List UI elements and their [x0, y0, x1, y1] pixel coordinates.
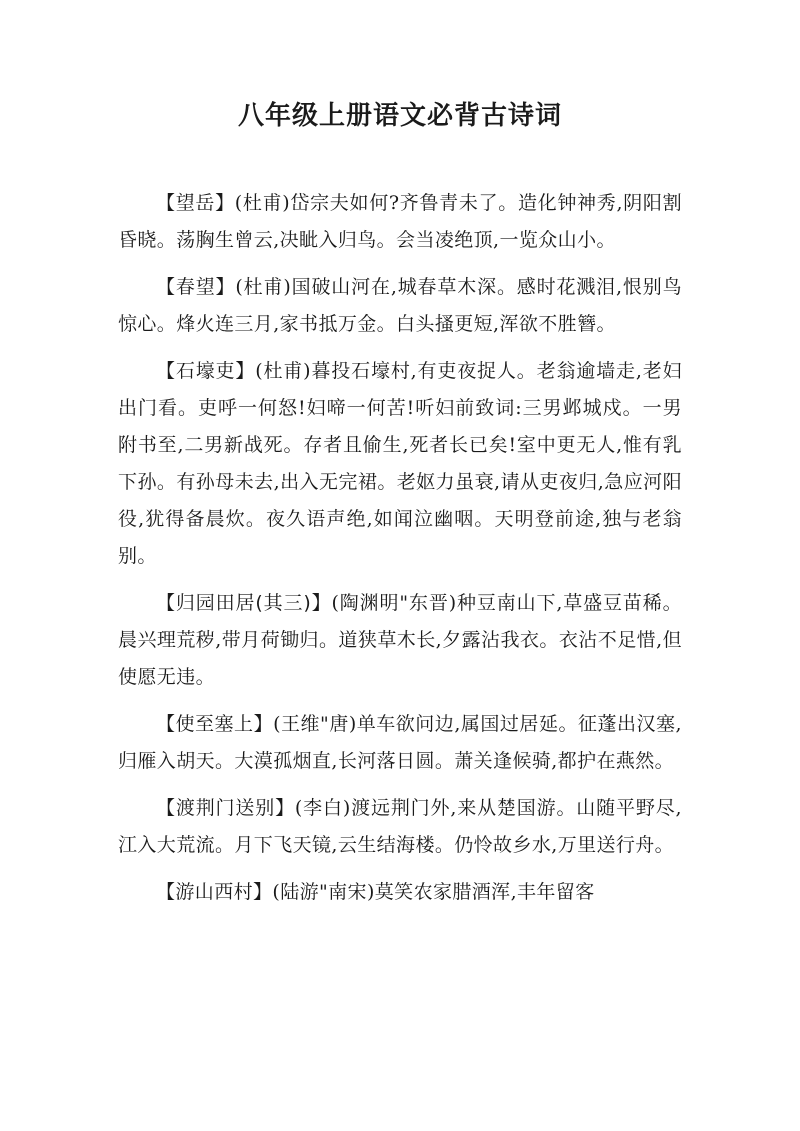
page-title: 八年级上册语文必背古诗词	[237, 101, 562, 131]
poem-text: (陆游"南宋)莫笑农家腊酒浑,丰年留客	[272, 881, 595, 903]
poem-text: (杜甫)暮投石壕村,有吏夜捉人。老翁逾墙走,老妇出门看。吏呼一何怒!妇啼一何苦!听妇前致词:三男邺城戍。一男附书至,二男新战死。存者且偷生,死者长已矣!室中更无人,惟有乳下孙。有孙母未去,出入无完裙。老妪力虽衰,请从吏夜归,急应河阳役,犹得备晨炊。夜久语声绝,如闻泣幽咽。天明登前途,独与老翁别。	[118, 360, 682, 567]
poem-heading: 【石壕吏】	[156, 360, 256, 382]
poem-heading: 【渡荆门送别】	[156, 797, 295, 819]
poem-guiyuantianju	[118, 585, 682, 696]
poem-shihaoli	[118, 353, 682, 575]
poem-text: (杜甫)国破山河在,城春草木深。感时花溅泪,恨别鸟惊心。烽火连三月,家书抵万金。白头搔更短,浑欲不胜簪。	[118, 276, 682, 335]
poem-text: (陶渊明"东晋)种豆南山下,草盛豆苗稀。晨兴理荒秽,带月荷锄归。道狭草木长,夕露沾我衣。衣沾不足惜,但使愿无违。	[118, 592, 683, 688]
poem-dujingmen	[118, 790, 682, 864]
poem-heading: 【望岳】	[156, 192, 235, 214]
poem-list	[118, 185, 682, 921]
poem-text: (王维"唐)单车欲问边,属国过居延。征蓬出汉塞,归雁入胡天。大漠孤烟直,长河落日圆。萧关逢候骑,都护在燕然。	[118, 713, 682, 772]
poem-youshanxicun	[118, 874, 682, 911]
poem-heading: 【归园田居(其三)】	[156, 592, 332, 614]
poem-shizhisaishang	[118, 706, 682, 780]
poem-wangyue	[118, 185, 682, 259]
poem-chunwang	[118, 269, 682, 343]
poem-text: (李白)渡远荆门外,来从楚国游。山随平野尽,江入大荒流。月下飞天镜,云生结海楼。仍怜故乡水,万里送行舟。	[118, 797, 682, 856]
poem-heading: 【游山西村】	[156, 881, 273, 903]
poem-heading: 【春望】	[156, 276, 236, 298]
poem-heading: 【使至塞上】	[156, 713, 274, 735]
poem-text: (杜甫)岱宗夫如何?齐鲁青未了。造化钟神秀,阴阳割昏晓。荡胸生曾云,决眦入归鸟。会当凌绝顶,一览众山小。	[118, 192, 682, 251]
